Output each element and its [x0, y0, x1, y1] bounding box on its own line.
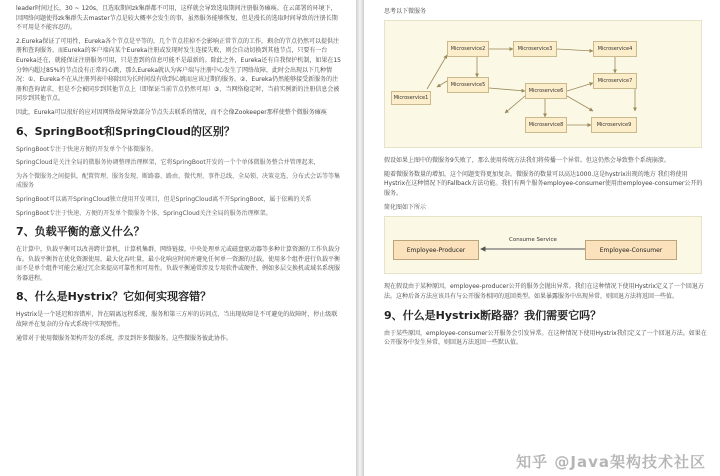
- consume-service-label: Consume Service: [509, 237, 557, 244]
- section7-heading: 7、负载平衡的意义什么？: [16, 225, 145, 239]
- microservice8-node: Microservice8: [525, 117, 567, 133]
- employee-producer-node: Employee-Producer: [393, 240, 479, 260]
- section7-paragraph-1: 在计算中，负载平衡可以改善跨计算机，计算机集群，网络链接，中央处理单元或磁盘驱动器等多种计算资源的工作负载分布。负载平衡旨在优化资源使用，最大化吞吐量，最小化响应时间并避免任何单一资源的过载。使用多个组件进行负载平衡而不是单个组件可能会通过冗余来提高可靠性和可用性。负载平衡通常涉及专用软件或硬件，例如多层交换机或域名系统服务器进程。: [16, 246, 341, 282]
- figure1-description: 假设如果上图中的微服务9失败了，那么使用传统方法我们将传播一个异常。但这仍然会导致整个系统崩溃。: [384, 157, 670, 164]
- microservice5-node: Microservice5: [447, 77, 489, 93]
- section6-paragraph-1: SpringBoot专注于快速方便的开发单个个体微服务。: [16, 145, 158, 153]
- section6-heading: 6、SpringBoot和SpringCloud的区别？: [16, 124, 235, 138]
- intro-paragraph-2: 2.Eureka保证了可用性，Eureka各个节点是平等的，几个节点挂掉不会影响正常节点的工作，剩余的节点仍然可以提供注册和查询服务。而Eureka的客户端向某个Eureka注册或发现时发生连接失败，则会自动切换到其他节点，只要有一台Eureka还在，就能保证注册服务可用，只是查到的信息可能不是最新的。除此之外，Eureka还有自我保护机制，如果在15分钟内超过85%的节点没有正常的心跳，那么Eureka就认为客户端与注册中心发生了网络故障，此时会出现以下几种情况：①、Eureka不在从注册列表中移除因为长时间没有收到心跳而应该过期的服务。②、Eureka仍然能够接受新服务的注册和查询请求，但是不会被同步到其他节点上（即保证当前节点仍然可用）③、当网络稳定时，当前实例新的注册信息会被同步到其他节点。: [16, 37, 341, 103]
- figure1-caption: 思考以下微服务: [384, 8, 427, 15]
- intro-paragraph-3: 因此，Eureka可以很好的应对因网络故障导致部分节点失去联系的情况，而不会像Zookeeper那样使整个微服务瘫痪: [16, 108, 327, 116]
- microservice9-node: Microservice9: [591, 117, 637, 133]
- microservices-diagram: [384, 20, 702, 148]
- zhihu-watermark: 知乎 @Java架构技术社区: [516, 453, 706, 471]
- exception-paragraph: 现在假设由于某种原因，employee-producer公开的服务会抛出异常。我们在这种情况下使用Hystrix定义了一个回退方法。这种后备方法应该具有与公开服务相同的返回类型。如果暴露服务中出现异常，则回退方法将返回一些值。: [384, 283, 704, 300]
- section6-paragraph-3: 为各个微服务之间提供，配置管理、服务发现、断路器、路由、微代理、事件总线、全局锁、决策竞选、分布式会话等等集成服务: [16, 172, 341, 190]
- left-page: [0, 0, 356, 476]
- microservice6-node: Microservice6: [525, 83, 567, 99]
- section6-paragraph-2: SpringCloud是关注全局的微服务协调整理治理框架，它将SpringBoot开发的一个个单体微服务整合并管理起来，: [16, 159, 320, 167]
- section6-paragraph-4: SpringBoot可以离开SpringCloud独立使用开发项目，但是SpringCloud离不开SpringBoot，属于依赖的关系: [16, 195, 312, 203]
- section9-paragraph-1: 由于某些原因，employee-consumer公开服务会引发异常。在这种情况下使用Hystrix我们定义了一个回退方法。如果在公开服务中发生异常，则回退方法返回一些默认值。: [384, 329, 707, 347]
- producer-consumer-diagram: [384, 216, 702, 274]
- right-page: [364, 0, 720, 476]
- section9-heading: 9、什么是Hystrix断路器？我们需要它吗？: [384, 308, 602, 322]
- employee-consumer-node: Employee-Consumer: [585, 240, 677, 260]
- section6-paragraph-5: SpringBoot专注于快速、方便的开发单个微服务个体，SpringCloud关注全局的服务治理框架。: [16, 209, 272, 217]
- section8-heading: 8、什么是Hystrix？它如何实现容错？: [16, 290, 212, 304]
- figure2-caption: 简化图如下所示: [384, 204, 427, 212]
- microservice3-node: Microservice3: [513, 41, 557, 57]
- microservice7-node: Microservice7: [593, 73, 637, 89]
- intro-paragraph-1: leader时间过长，30 ~ 120s，且选取期间zk集群都不可用，这样就会导致选取期间注册服务瘫痪。在云部署的环境下，因网络问题使得zk集群失去master节点是较大概率会发生的事，虽然服务能够恢复，但是漫长的选取时间导致的注册长期不可用是不能容忍的。: [16, 5, 338, 32]
- section8-paragraph-2: 通常对于使用微服务架构开发的系统，涉及到许多微服务。这些微服务彼此协作。: [16, 334, 233, 342]
- page-gutter: [356, 0, 364, 476]
- growth-paragraph: 随着微服务数量的增加，这个问题变得更加复杂。微服务的数量可以高达1000.这是hystrix出现的地方 我们将使用Hystrix在这种情况下的Fallback方法功能。我们有两个服务employee-consumer使用由employee-consumer公开的服务。: [384, 170, 703, 197]
- microservice4-node: Microservice4: [593, 41, 637, 57]
- section8-paragraph-1: Hystrix是一个延迟和容错库，旨在隔离远程系统，服务和第三方库的访问点，当出现故障是不可避免的故障时，停止级联故障并在复杂的分布式系统中实现弹性。: [16, 311, 338, 329]
- microservice2-node: Microservice2: [447, 41, 489, 57]
- microservice1-node: Microservice1: [391, 91, 431, 105]
